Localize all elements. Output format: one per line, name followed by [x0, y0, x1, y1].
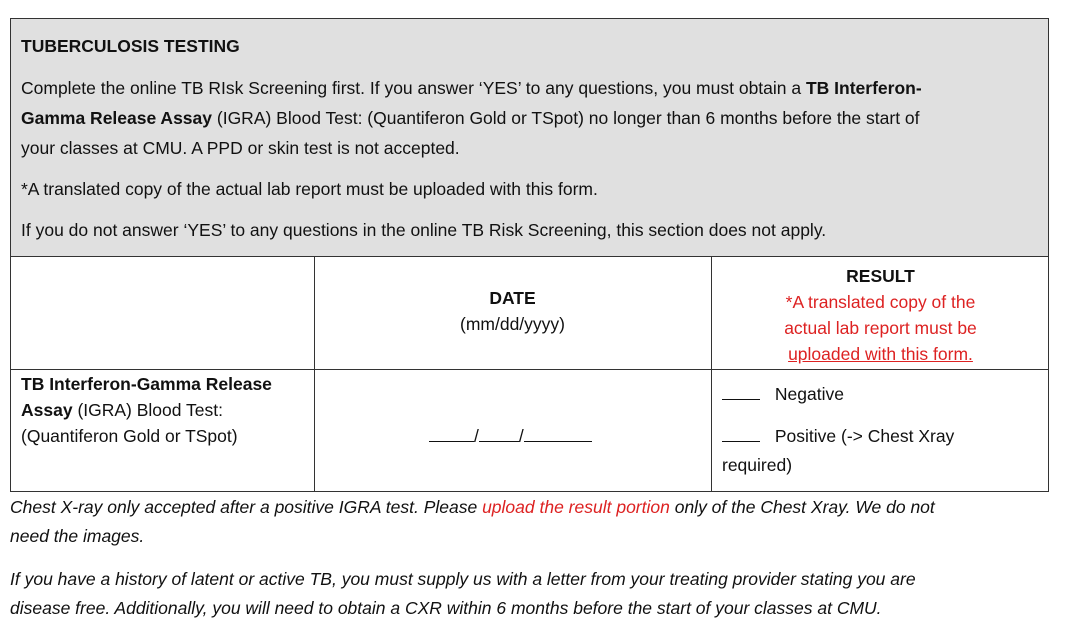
result-positive-option[interactable]: Positive (-> Chest Xray: [722, 423, 954, 449]
date-column-header: DATE (mm/dd/yyyy): [460, 288, 565, 334]
result-column-header: RESULT *A translated copy of the actual lab report must be uploaded with this form.: [784, 266, 977, 364]
section-header: [11, 19, 1048, 257]
instructions-line-3: your classes at CMU. A PPD or skin test is not accepted.: [21, 138, 460, 158]
positive-checkbox-blank[interactable]: [722, 423, 760, 442]
row-divider: [11, 369, 1048, 370]
positive-option-continued: required): [722, 455, 793, 475]
tb-history-note: If you have a history of latent or active TB, you must supply us with a letter from your treating provider stating you are: [10, 569, 916, 589]
not-applicable-note: If you do not answer ‘YES’ to any questions in the online TB Risk Screening, this section does not apply.: [21, 220, 827, 240]
chest-xray-note: Chest X-ray only accepted after a positive IGRA test. Please upload the result portion only of the Chest Xray. We do not: [10, 497, 935, 517]
instructions-line-1: Complete the online TB RIsk Screening first. If you answer ‘YES’ to any questions, you must obtain a TB Interferon-: [21, 78, 922, 98]
test-name-cell: TB Interferon-Gamma Release Assay (IGRA) Blood Test: (Quantiferon Gold or TSpot): [21, 374, 272, 446]
year-blank[interactable]: [524, 423, 592, 442]
day-blank[interactable]: [479, 423, 519, 442]
section-title: TUBERCULOSIS TESTING: [21, 36, 240, 56]
tb-history-note-cont: disease free. Additionally, you will need to obtain a CXR within 6 months before the start of your classes at CMU.: [10, 598, 882, 618]
month-blank[interactable]: [429, 423, 474, 442]
chest-xray-note-cont: need the images.: [10, 526, 145, 546]
result-negative-option[interactable]: Negative: [722, 381, 844, 407]
negative-checkbox-blank[interactable]: [722, 381, 760, 400]
tb-testing-section: [10, 18, 1049, 492]
upload-note: *A translated copy of the actual lab report must be uploaded with this form.: [21, 179, 598, 199]
date-entry-field[interactable]: / /: [429, 423, 592, 449]
instructions-line-2: Gamma Release Assay (IGRA) Blood Test: (Quantiferon Gold or TSpot) no longer than 6 months before the start of: [21, 108, 920, 128]
